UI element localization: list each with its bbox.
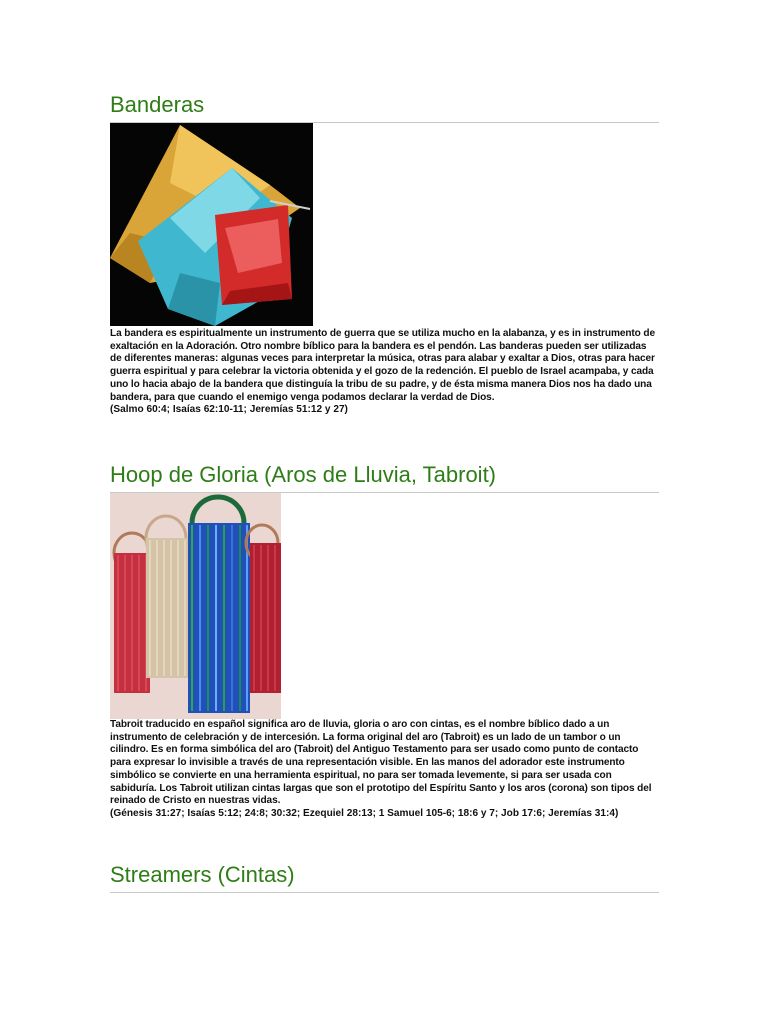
section-banderas: [110, 92, 659, 417]
banderas-photo: [110, 123, 313, 326]
banderas-image: [110, 123, 313, 326]
hoop-photo: [110, 493, 281, 719]
section-streamers: [110, 862, 659, 893]
section-hoop-de-gloria: [110, 462, 659, 821]
scripture-reference: (Salmo 60:4; Isaías 62:10-11; Jeremías 51:12 y 27): [110, 404, 348, 416]
section-title: Hoop de Gloria (Aros de Lluvia, Tabroit): [110, 462, 497, 487]
section-divider: [110, 892, 659, 893]
section-body-text: Tabroit traducido en español significa aro de lluvia, gloria o aro con cintas, es el nombre bíblico dado a un instrumento de celebración y de intercesión. La forma original del aro (Tabroit) es un lado de un tambor o un cilindro. Es en forma simbólica del aro (Tabroit) del Antiguo Testamento para ser usado como punto de contacto para expresar lo invisible a través de una representación visible. En las manos del adorador este instrumento simbólico se convierte en una herramienta espiritual, no para ser tomada levemente, si para ser usada con sabiduría. Los Tabroit utilizan cintas largas que son el prototipo del Espíritu Santo y los aros (corona) son tipos del reinado de Cristo en nuestras vidas.: [110, 719, 652, 807]
section-body-text: La bandera es espiritualmente un instrumento de guerra que se utiliza mucho en la alabanza, y es in instrumento de exaltación en la Adoración. Otro nombre bíblico para la bandera es el pendón. Las banderas pueden ser utilizadas de diferentes maneras: algunas veces para interpretar la música, otras para alabar y exaltar a Dios, otras para hacer guerra espiritual y para celebrar la victoria obtenida y el gozo de la redención. El pueblo de Israel acampaba, y cada uno lo hacia abajo de la bandera que distinguía la tribu de su padre, y de ésta misma manera Dios nos ha dado una bandera, para que cuando el enemigo venga podamos declarar la verdad de Dios.: [110, 328, 656, 403]
section-title: Banderas: [110, 92, 205, 117]
section-title: Streamers (Cintas): [110, 862, 295, 887]
scripture-reference: (Génesis 31:27; Isaías 5:12; 24:8; 30:32; Ezequiel 28:13; 1 Samuel 105-6; 18:6 y 7; Job 17:6; Jeremías 31:4): [110, 807, 619, 819]
hoop-image: [110, 493, 281, 719]
